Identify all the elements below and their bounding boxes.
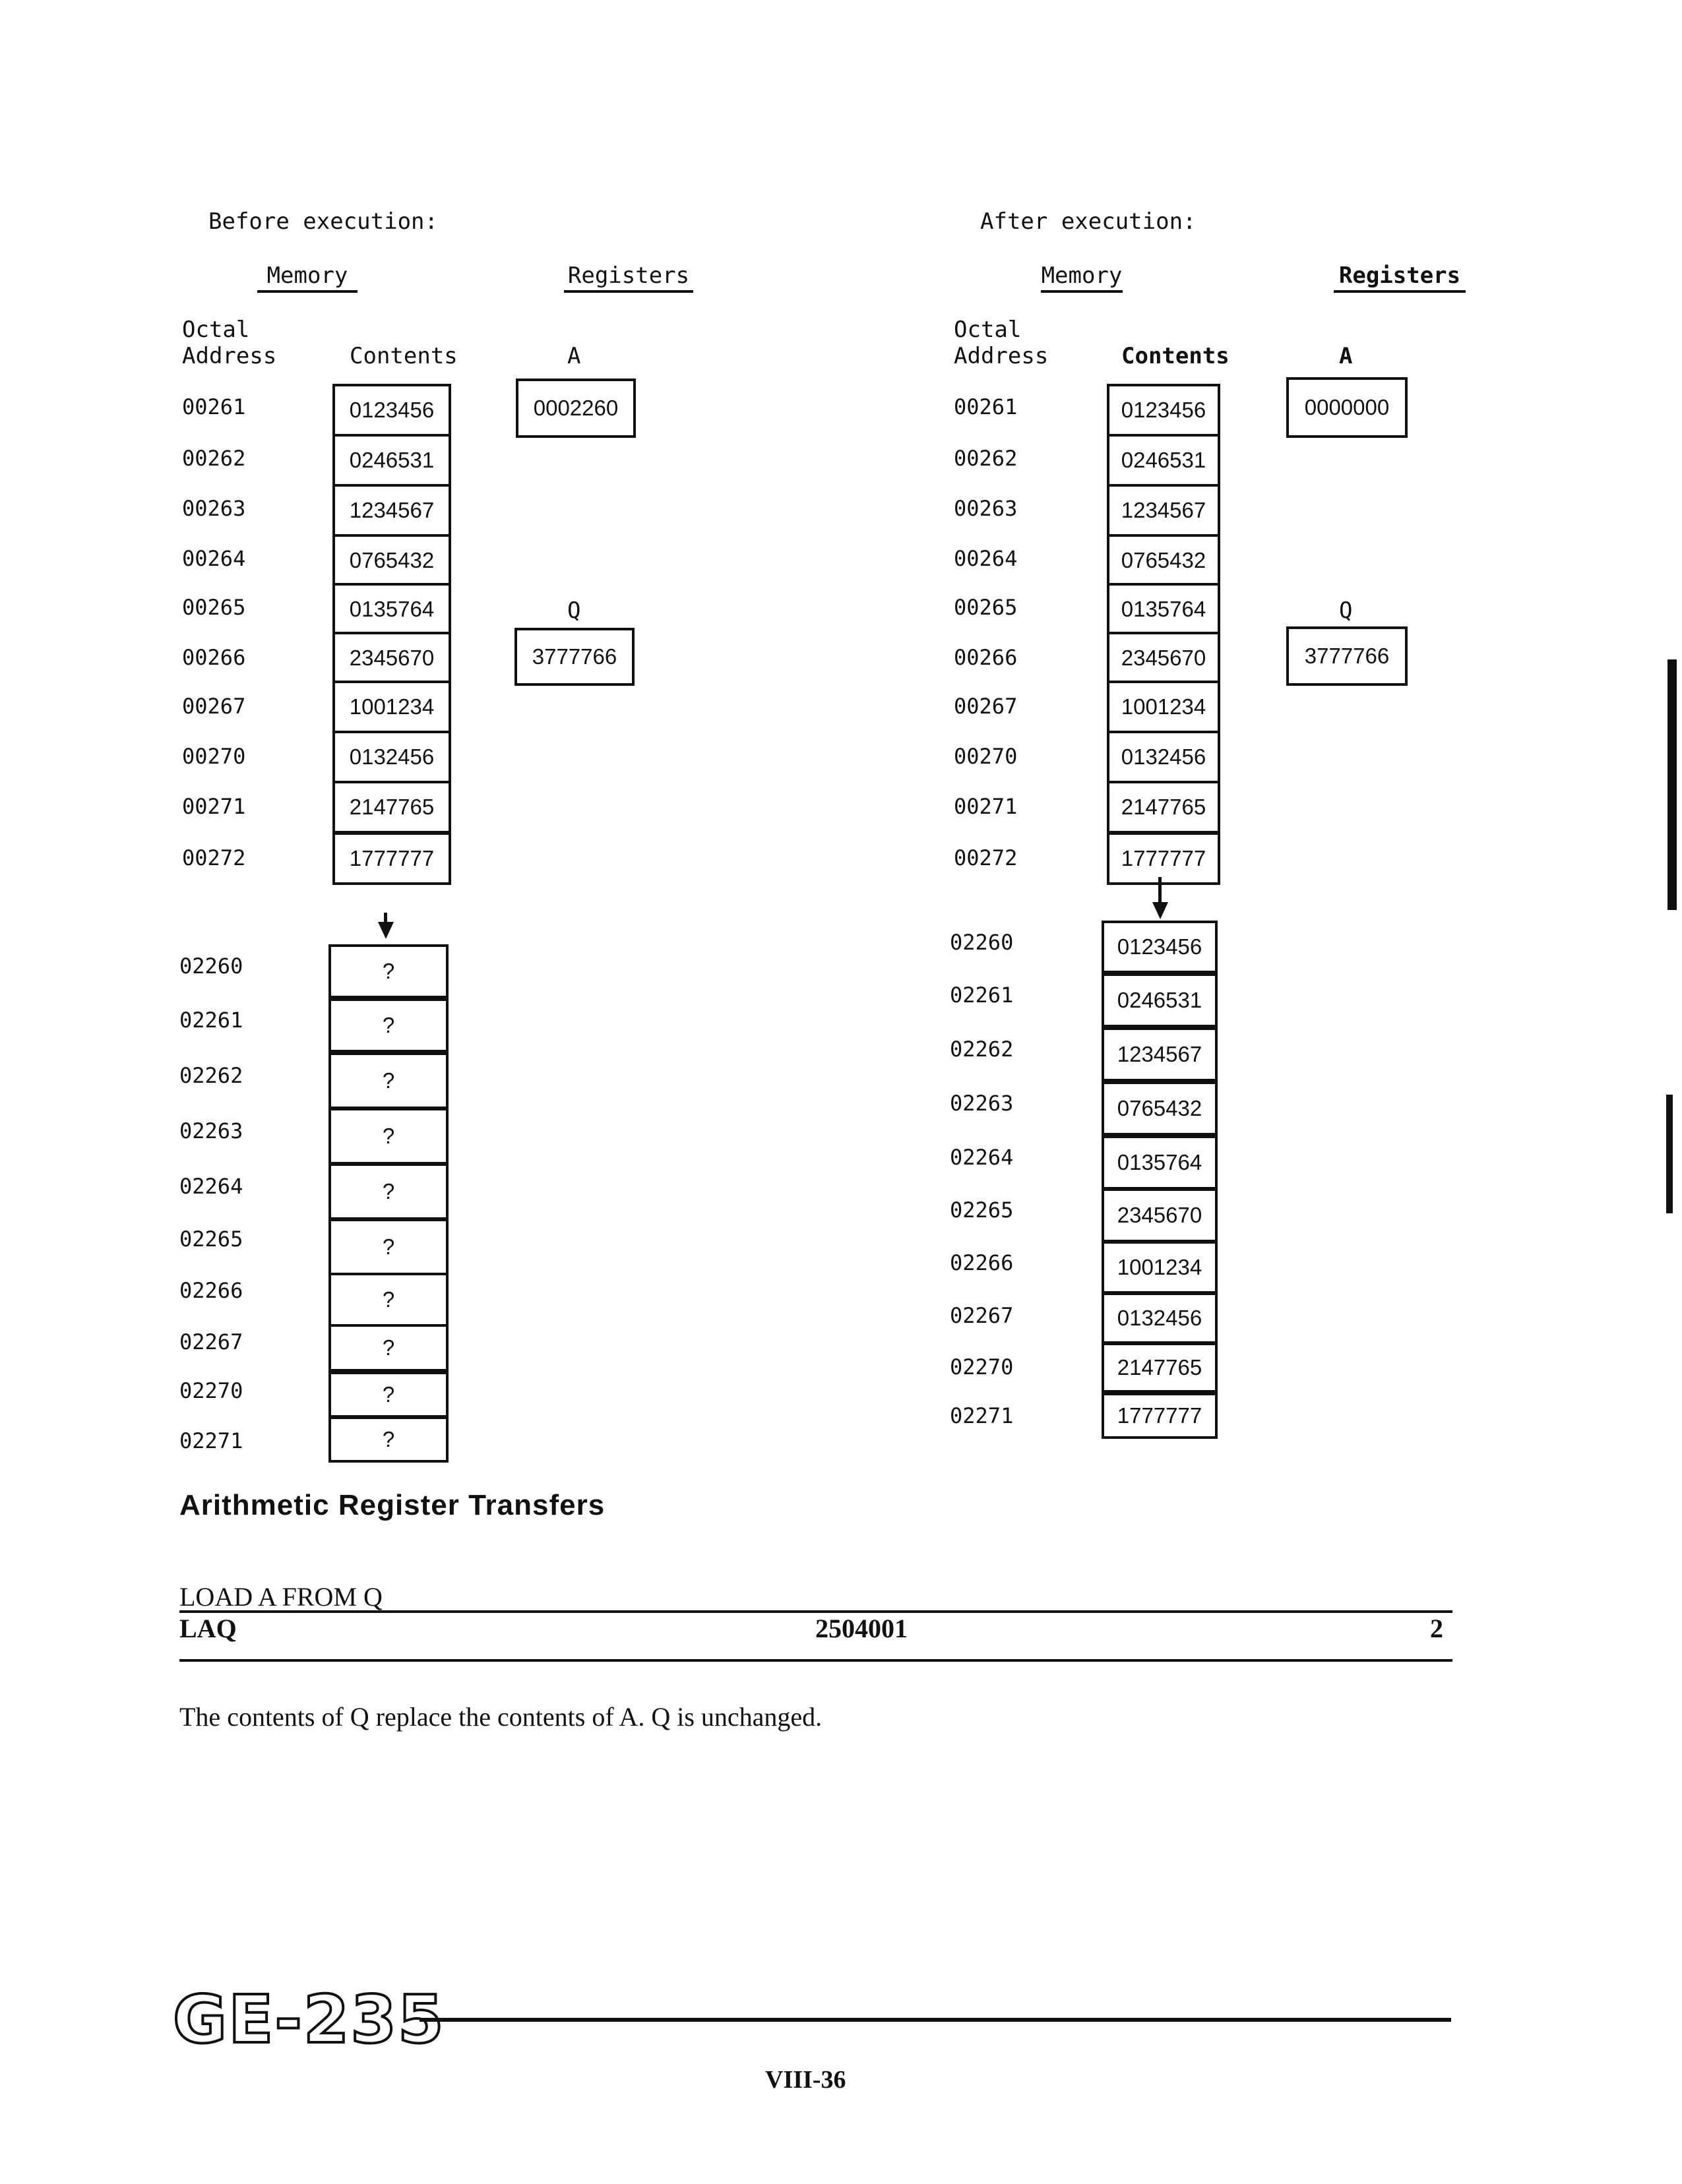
memory-address: 00266 [954, 645, 1018, 670]
memory-address: 00267 [954, 694, 1018, 719]
memory-address: 00265 [182, 595, 246, 620]
scan-edge-mark [1667, 659, 1677, 910]
memory-address: 00271 [954, 794, 1018, 819]
memory-cell: 0246531 [332, 434, 451, 487]
before-octal-label: Octal [182, 317, 250, 343]
memory-address: 00264 [954, 546, 1018, 571]
memory-address: 00261 [182, 394, 246, 419]
memory-cell: 0246531 [1102, 973, 1218, 1027]
before-reg-q-value: 3777766 [514, 628, 635, 686]
before-arrow-icon [378, 922, 394, 939]
memory-cell: 0123456 [1107, 384, 1220, 437]
memory-cell: 0123456 [332, 384, 451, 437]
memory-cell: 1777777 [1107, 832, 1220, 885]
memory-cell: 1234567 [332, 484, 451, 537]
after-octal-label: Octal [954, 317, 1022, 343]
before-contents-label: Contents [350, 343, 458, 369]
memory-address: 02264 [950, 1145, 1014, 1170]
memory-cell: 2147765 [332, 781, 451, 834]
after-reg-a-value: 0000000 [1286, 377, 1408, 438]
memory-cell: ? [328, 1052, 449, 1109]
memory-cell: 0135764 [332, 583, 451, 636]
memory-cell: 2345670 [332, 632, 451, 684]
instruction-description: The contents of Q replace the contents of A. Q is unchanged. [179, 1702, 823, 1732]
scan-edge-mark [1666, 1095, 1673, 1213]
memory-cell: 0123456 [1102, 921, 1218, 973]
page-number: VIII-36 [765, 2066, 846, 2094]
memory-address: 00272 [954, 845, 1018, 870]
memory-cell: ? [328, 1324, 449, 1372]
section-heading: Arithmetic Register Transfers [179, 1489, 606, 1521]
memory-cell: ? [328, 1108, 449, 1165]
memory-cell: 1001234 [1102, 1241, 1218, 1294]
before-title: Before execution: [208, 208, 438, 235]
memory-address: 00261 [954, 394, 1018, 419]
after-contents-label: Contents [1121, 343, 1230, 369]
memory-cell: 1234567 [1102, 1027, 1218, 1081]
memory-address: 02260 [179, 954, 243, 979]
memory-cell: 1001234 [332, 681, 451, 733]
memory-address: 02264 [179, 1174, 243, 1199]
memory-address: 02267 [179, 1329, 243, 1354]
memory-address: 02261 [179, 1008, 243, 1033]
memory-address: 02260 [950, 930, 1014, 955]
memory-cell: 0765432 [1102, 1081, 1218, 1136]
memory-cell: 0132456 [332, 731, 451, 783]
instruction-cycles: 2 [1430, 1614, 1443, 1643]
memory-cell: ? [328, 1273, 449, 1327]
memory-address: 02263 [950, 1091, 1014, 1116]
memory-address: 00266 [182, 645, 246, 670]
memory-address: 02263 [179, 1118, 243, 1143]
memory-address: 00263 [954, 496, 1018, 521]
memory-address: 00262 [182, 446, 246, 471]
memory-cell: 0765432 [332, 534, 451, 587]
memory-cell: 1234567 [1107, 484, 1220, 537]
memory-address: 02266 [179, 1278, 243, 1303]
memory-address: 00267 [182, 694, 246, 719]
instruction-rule-bottom [179, 1659, 1452, 1662]
before-address-label: Address [182, 343, 277, 369]
memory-cell: 2147765 [1102, 1343, 1218, 1393]
memory-address: 00270 [954, 744, 1018, 769]
memory-address: 02271 [179, 1428, 243, 1453]
memory-address: 02265 [950, 1198, 1014, 1223]
memory-cell: 0132456 [1102, 1292, 1218, 1344]
memory-cell: ? [328, 1219, 449, 1275]
before-registers-label: Registers [564, 262, 693, 293]
memory-address: 02267 [950, 1303, 1014, 1328]
memory-cell: 2345670 [1102, 1188, 1218, 1242]
memory-cell: 2147765 [1107, 781, 1220, 834]
memory-cell: 0135764 [1107, 583, 1220, 636]
memory-address: 00264 [182, 546, 246, 571]
memory-address: 00270 [182, 744, 246, 769]
memory-cell: 0132456 [1107, 731, 1220, 783]
memory-cell: ? [328, 1372, 449, 1418]
after-address-label: Address [954, 343, 1049, 369]
before-memory-label: Memory [257, 262, 358, 293]
instruction-mnemonic: LAQ [179, 1614, 237, 1643]
memory-cell: ? [328, 944, 449, 998]
before-reg-a-value: 0002260 [516, 379, 636, 438]
memory-address: 00263 [182, 496, 246, 521]
memory-address: 02265 [179, 1227, 243, 1252]
after-title: After execution: [980, 208, 1197, 235]
memory-address: 00262 [954, 446, 1018, 471]
memory-cell: ? [328, 998, 449, 1052]
memory-address: 02262 [179, 1063, 243, 1088]
after-reg-q-value: 3777766 [1286, 626, 1408, 686]
after-reg-q-label: Q [1339, 597, 1353, 624]
memory-cell: ? [328, 1163, 449, 1220]
instruction-octal-code: 2504001 [815, 1614, 908, 1643]
ge-235-logo: GE-235 [173, 1981, 445, 2058]
memory-address: 00272 [182, 845, 246, 870]
memory-address: 00271 [182, 794, 246, 819]
after-registers-label: Registers [1334, 262, 1466, 293]
footer-rule [420, 2018, 1451, 2022]
memory-cell: ? [328, 1416, 449, 1463]
memory-cell: 2345670 [1107, 632, 1220, 684]
after-memory-label: Memory [1041, 262, 1123, 293]
memory-cell: 0135764 [1102, 1136, 1218, 1190]
memory-cell: 1777777 [332, 832, 451, 885]
memory-cell: 0765432 [1107, 534, 1220, 587]
memory-address: 02261 [950, 983, 1014, 1008]
memory-cell: 0246531 [1107, 434, 1220, 487]
memory-cell: 1001234 [1107, 681, 1220, 733]
instruction-name: LOAD A FROM Q [179, 1582, 383, 1612]
memory-address: 02266 [950, 1250, 1014, 1275]
before-reg-q-label: Q [567, 597, 581, 624]
memory-address: 00265 [954, 595, 1018, 620]
after-arrow-icon [1152, 902, 1168, 919]
memory-address: 02271 [950, 1403, 1014, 1428]
memory-address: 02262 [950, 1037, 1014, 1062]
memory-address: 02270 [179, 1378, 243, 1403]
before-reg-a-label: A [567, 343, 581, 369]
memory-address: 02270 [950, 1354, 1014, 1380]
memory-cell: 1777777 [1102, 1393, 1218, 1439]
after-reg-a-label: A [1339, 343, 1353, 369]
